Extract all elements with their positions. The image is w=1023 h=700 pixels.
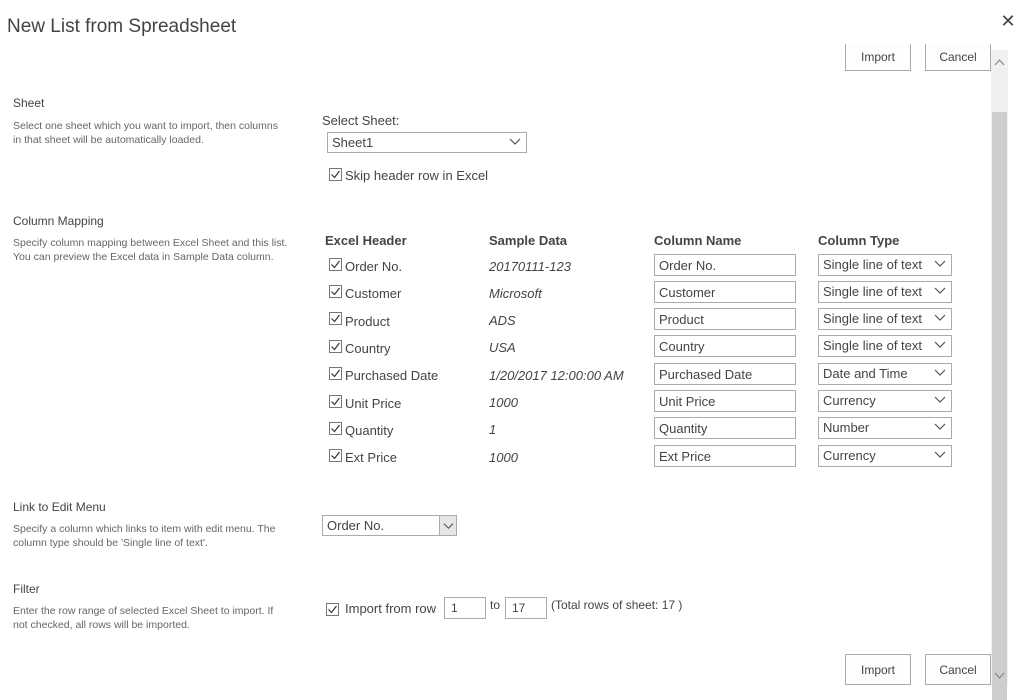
import-button-top[interactable] bbox=[845, 44, 911, 71]
sheet-section-description: Select one sheet which you want to import, then columns in that sheet will be automatically loaded. bbox=[13, 120, 278, 146]
checkmark-icon bbox=[330, 286, 341, 297]
checkmark-icon bbox=[330, 368, 341, 379]
filter-section-title: Filter bbox=[13, 582, 40, 596]
column-name-input[interactable] bbox=[654, 390, 796, 412]
column-type-select[interactable] bbox=[818, 335, 952, 357]
column-type-select[interactable] bbox=[818, 363, 952, 385]
sample-data-cell: ADS bbox=[489, 313, 516, 328]
import-from-row-label: Import from row bbox=[345, 601, 437, 616]
sheet-select[interactable] bbox=[327, 132, 527, 153]
checkmark-icon bbox=[330, 341, 341, 352]
excel-header-cell: Quantity bbox=[345, 423, 394, 438]
skip-header-checkbox[interactable] bbox=[329, 168, 342, 181]
sheet-select-value: Sheet1 bbox=[332, 135, 374, 150]
column-type-select[interactable] bbox=[818, 390, 952, 412]
checkmark-icon bbox=[330, 450, 341, 461]
from-row-input[interactable] bbox=[444, 597, 486, 619]
to-row-input[interactable] bbox=[505, 597, 547, 619]
scroll-down-arrow-icon[interactable] bbox=[994, 672, 1005, 680]
excel-header-cell: Order No. bbox=[345, 259, 403, 274]
close-icon[interactable]: ✕ bbox=[1000, 11, 1016, 31]
column-type-value: Number bbox=[823, 420, 870, 435]
scrollbar-thumb[interactable] bbox=[992, 112, 1007, 700]
chevron-down-icon bbox=[934, 448, 946, 460]
scroll-up-arrow-icon[interactable] bbox=[994, 58, 1005, 66]
checkmark-icon bbox=[330, 169, 341, 180]
chevron-down-icon bbox=[934, 257, 946, 269]
column-type-column-heading: Column Type bbox=[818, 233, 900, 248]
sample-data-cell: USA bbox=[489, 340, 516, 355]
sample-data-column-heading: Sample Data bbox=[489, 233, 568, 248]
column-name-input[interactable] bbox=[654, 445, 796, 467]
column-name-input[interactable] bbox=[654, 417, 796, 439]
sheet-section-title: Sheet bbox=[13, 96, 45, 110]
edit-menu-select-value: Order No. bbox=[327, 518, 385, 533]
mapping-row-checkbox[interactable] bbox=[329, 340, 342, 353]
column-name-input[interactable] bbox=[654, 281, 796, 303]
chevron-down-icon bbox=[934, 393, 946, 405]
import-range-checkbox[interactable] bbox=[326, 603, 339, 616]
mapping-row-checkbox[interactable] bbox=[329, 312, 342, 325]
to-label: to bbox=[490, 598, 501, 612]
column-name-column-heading: Column Name bbox=[654, 233, 742, 248]
checkmark-icon bbox=[330, 423, 341, 434]
checkmark-icon bbox=[327, 604, 338, 615]
excel-header-cell: Purchased Date bbox=[345, 368, 439, 383]
chevron-down-icon bbox=[934, 420, 946, 432]
column-type-select[interactable] bbox=[818, 445, 952, 467]
sample-data-cell: 1000 bbox=[489, 395, 518, 410]
column-type-value: Single line of text bbox=[823, 338, 923, 353]
chevron-down-icon bbox=[443, 520, 454, 531]
checkmark-icon bbox=[330, 259, 341, 270]
column-type-value: Currency bbox=[823, 448, 876, 463]
sample-data-cell: Microsoft bbox=[489, 286, 542, 301]
edit-menu-dropdown-button[interactable] bbox=[439, 516, 456, 535]
excel-header-cell: Customer bbox=[345, 286, 402, 301]
excel-header-cell: Product bbox=[345, 314, 390, 329]
mapping-section-title: Column Mapping bbox=[13, 214, 104, 228]
mapping-row-checkbox[interactable] bbox=[329, 285, 342, 298]
column-type-select[interactable] bbox=[818, 417, 952, 439]
column-type-value: Single line of text bbox=[823, 284, 923, 299]
column-type-select[interactable] bbox=[818, 281, 952, 303]
select-sheet-label: Select Sheet: bbox=[322, 113, 400, 128]
cancel-button-label: Cancel bbox=[939, 662, 977, 677]
excel-header-cell: Ext Price bbox=[345, 450, 398, 465]
column-type-value: Date and Time bbox=[823, 366, 908, 381]
column-type-value: Single line of text bbox=[823, 311, 923, 326]
edit-menu-section-title: Link to Edit Menu bbox=[13, 500, 106, 514]
dialog-title: New List from Spreadsheet bbox=[7, 16, 237, 37]
mapping-row-checkbox[interactable] bbox=[329, 395, 342, 408]
column-name-input[interactable] bbox=[654, 254, 796, 276]
cancel-button-top[interactable] bbox=[925, 44, 991, 71]
mapping-row-checkbox[interactable] bbox=[329, 449, 342, 462]
mapping-row-checkbox[interactable] bbox=[329, 422, 342, 435]
mapping-section-description: Specify column mapping between Excel Sheet and this list. You can preview the Excel data in Sample Data column. bbox=[13, 237, 288, 263]
column-name-input[interactable] bbox=[654, 308, 796, 330]
sample-data-cell: 1/20/2017 12:00:00 AM bbox=[489, 368, 624, 383]
filter-section-description: Enter the row range of selected Excel Sheet to import. If not checked, all rows will be imported. bbox=[13, 605, 274, 631]
excel-header-column-heading: Excel Header bbox=[325, 233, 407, 248]
edit-menu-section-description: Specify a column which links to item with edit menu. The column type should be 'Single line of text'. bbox=[13, 523, 276, 549]
chevron-down-icon bbox=[934, 284, 946, 296]
dialog-title-bar bbox=[0, 0, 1023, 50]
checkmark-icon bbox=[330, 313, 341, 324]
column-name-input[interactable] bbox=[654, 335, 796, 357]
import-button[interactable] bbox=[845, 654, 911, 685]
column-type-select[interactable] bbox=[818, 254, 952, 276]
mapping-row-checkbox[interactable] bbox=[329, 258, 342, 271]
chevron-down-icon bbox=[934, 366, 946, 378]
vertical-scrollbar[interactable] bbox=[991, 50, 1008, 686]
mapping-row-checkbox[interactable] bbox=[329, 367, 342, 380]
column-name-input[interactable] bbox=[654, 363, 796, 385]
chevron-down-icon bbox=[509, 135, 521, 147]
skip-header-label: Skip header row in Excel bbox=[345, 168, 489, 183]
sample-data-cell: 20170111-123 bbox=[489, 259, 571, 274]
edit-menu-select[interactable] bbox=[322, 515, 457, 536]
column-type-value: Single line of text bbox=[823, 257, 923, 272]
total-rows-text: (Total rows of sheet: 17 ) bbox=[551, 598, 683, 612]
chevron-down-icon bbox=[934, 311, 946, 323]
sample-data-cell: 1 bbox=[489, 422, 497, 437]
cancel-button[interactable] bbox=[925, 654, 991, 685]
checkmark-icon bbox=[330, 396, 341, 407]
import-button-label: Import bbox=[860, 662, 895, 677]
cancel-button-label: Cancel bbox=[939, 50, 977, 64]
chevron-down-icon bbox=[934, 338, 946, 350]
excel-header-cell: Unit Price bbox=[345, 396, 402, 411]
sample-data-cell: 1000 bbox=[489, 450, 518, 465]
column-type-select[interactable] bbox=[818, 308, 952, 330]
import-button-label: Import bbox=[860, 50, 895, 64]
column-type-value: Currency bbox=[823, 393, 876, 408]
excel-header-cell: Country bbox=[345, 341, 391, 356]
